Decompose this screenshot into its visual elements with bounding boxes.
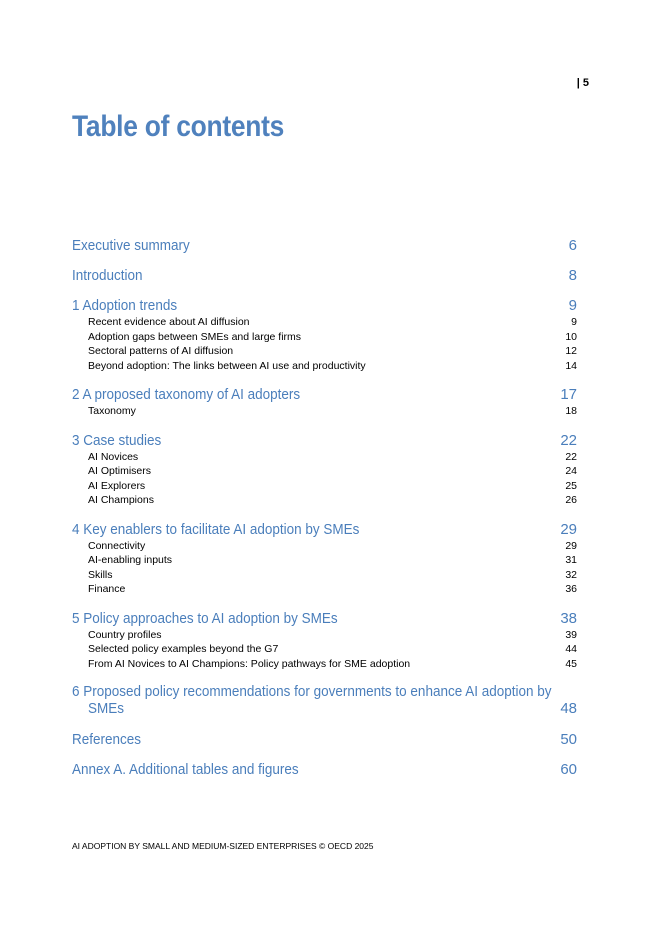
toc-subentry-label: Connectivity — [88, 540, 146, 552]
toc-subentry[interactable] — [72, 450, 577, 464]
toc-entry-label: 1 Adoption trends — [72, 296, 178, 314]
toc-entry-page: 6 — [568, 236, 577, 254]
toc-entry[interactable] — [72, 730, 577, 748]
toc-subentry[interactable] — [72, 404, 577, 418]
toc-subentry-label: AI Novices — [88, 451, 139, 463]
toc-entry-page: 17 — [560, 385, 577, 403]
toc-subentry-label: AI Explorers — [88, 480, 146, 492]
toc-subentry-label: AI-enabling inputs — [88, 554, 173, 566]
toc-entry-label: Executive summary — [72, 236, 190, 254]
toc-entry-page: 60 — [560, 760, 577, 778]
toc-subentry-label: AI Optimisers — [88, 465, 152, 477]
toc-entry-page: 48 — [560, 700, 577, 717]
toc-subentry-page: 25 — [565, 480, 577, 492]
toc-subentry[interactable] — [72, 568, 577, 582]
toc-entry-page: 50 — [560, 730, 577, 748]
toc-subentry[interactable] — [72, 642, 577, 656]
toc-entry[interactable] — [72, 296, 577, 314]
toc-subentry-label: Country profiles — [88, 629, 162, 641]
toc-subentry[interactable] — [72, 553, 577, 567]
toc-entry-page: 29 — [560, 520, 577, 538]
toc-entry-page: 8 — [568, 266, 577, 284]
toc-subentry-label: Taxonomy — [88, 405, 136, 417]
toc-subentry-page: 12 — [565, 345, 577, 357]
toc-subentry-page: 32 — [565, 569, 577, 581]
toc-entry-label: 4 Key enablers to facilitate AI adoption by SMEs — [72, 520, 360, 538]
toc-subentry[interactable] — [72, 315, 577, 329]
toc-entry-label: 2 A proposed taxonomy of AI adopters — [72, 385, 301, 403]
toc-entry[interactable] — [72, 520, 577, 538]
toc-subentry-label: Skills — [88, 569, 113, 581]
toc-entry[interactable] — [72, 385, 577, 403]
toc-subentry-page: 24 — [565, 465, 577, 477]
toc-subentry-label: Selected policy examples beyond the G7 — [88, 643, 279, 655]
toc-entry[interactable] — [72, 609, 577, 627]
toc-subentry-page: 22 — [565, 451, 577, 463]
toc-subentry-page: 9 — [571, 316, 577, 328]
toc-entry[interactable] — [72, 431, 577, 449]
toc-subentry-page: 45 — [565, 658, 577, 670]
toc-subentry[interactable] — [72, 479, 577, 493]
toc-subentry-page: 36 — [565, 583, 577, 595]
toc-entry-label: Introduction — [72, 266, 143, 284]
toc-subentry-page: 29 — [565, 540, 577, 552]
toc-entry-label: 5 Policy approaches to AI adoption by SMEs — [72, 609, 338, 627]
toc-subentry[interactable] — [72, 657, 577, 671]
page-title: Table of contents — [72, 110, 285, 143]
toc-subentry-page: 18 — [565, 405, 577, 417]
toc-subentry-label: From AI Novices to AI Champions: Policy pathways for SME adoption — [88, 658, 411, 670]
footer: AI ADOPTION BY SMALL AND MEDIUM-SIZED ENTERPRISES © OECD 2025 — [72, 841, 374, 851]
toc-subentry-label: AI Champions — [88, 494, 154, 506]
toc-subentry[interactable] — [72, 359, 577, 373]
toc-subentry-page: 39 — [565, 629, 577, 641]
toc-entry-label: 6 Proposed policy recommendations for governments to enhance AI adoption by — [72, 683, 552, 700]
toc-subentry[interactable] — [72, 628, 577, 642]
toc-entry-label: 3 Case studies — [72, 431, 162, 449]
toc-subentry[interactable] — [72, 344, 577, 358]
toc-subentry-label: Adoption gaps between SMEs and large firms — [88, 331, 302, 343]
toc-subentry-page: 44 — [565, 643, 577, 655]
toc-entry-page: 22 — [560, 431, 577, 449]
toc-entry[interactable] — [72, 236, 577, 254]
toc-subentry-page: 26 — [565, 494, 577, 506]
toc-entry-page: 38 — [560, 609, 577, 627]
toc-subentry[interactable] — [72, 539, 577, 553]
toc-subentry-page: 10 — [565, 331, 577, 343]
toc-subentry-label: Sectoral patterns of AI diffusion — [88, 345, 234, 357]
toc-subentry-page: 14 — [565, 360, 577, 372]
toc-subentry-page: 31 — [565, 554, 577, 566]
toc-subentry-label: Finance — [88, 583, 126, 595]
toc-entry-page: 9 — [568, 296, 577, 314]
toc-subentry[interactable] — [72, 493, 577, 507]
toc-entry-label: References — [72, 730, 142, 748]
toc-entry-label-cont: SMEs — [88, 700, 125, 717]
page-number: | 5 — [576, 77, 589, 89]
toc-subentry[interactable] — [72, 330, 577, 344]
toc-subentry[interactable] — [72, 582, 577, 596]
toc-entry[interactable] — [72, 266, 577, 284]
toc-subentry-label: Recent evidence about AI diffusion — [88, 316, 250, 328]
toc-entry[interactable] — [72, 760, 577, 778]
toc-subentry-label: Beyond adoption: The links between AI use and productivity — [88, 360, 366, 372]
toc-entry-label: Annex A. Additional tables and figures — [72, 760, 299, 778]
toc-subentry[interactable] — [72, 464, 577, 478]
